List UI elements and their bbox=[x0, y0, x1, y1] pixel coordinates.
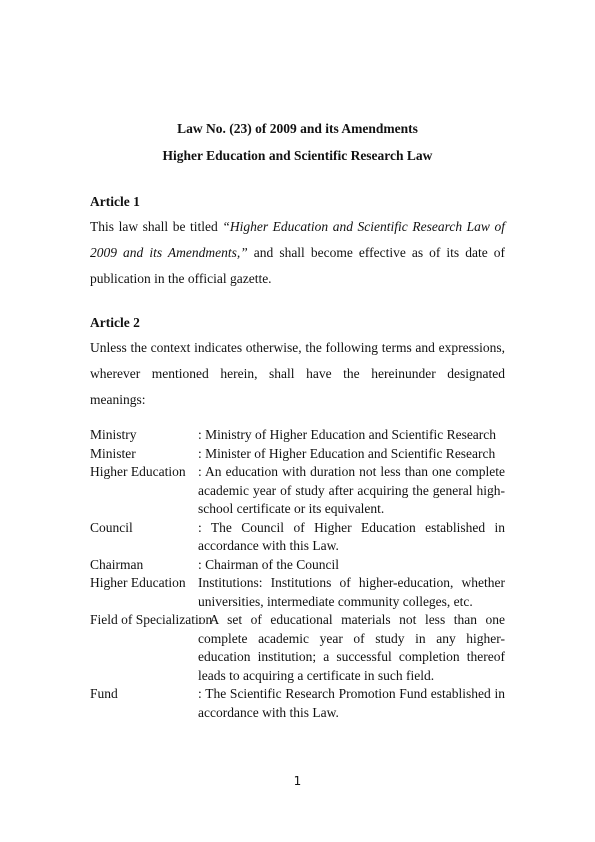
definition-term: Higher Education bbox=[90, 575, 186, 590]
definition-term: Fund bbox=[90, 686, 118, 701]
definition-text: : An education with duration not less than one complete academic year of study after acquiring the general high-school certificate or its equivalent. bbox=[198, 464, 505, 516]
article-1-text bbox=[90, 214, 505, 292]
definition-row bbox=[90, 519, 505, 556]
definition-row bbox=[90, 445, 505, 464]
definitions-list bbox=[90, 426, 505, 722]
definition-text: : The Scientific Research Promotion Fund established in accordance with this Law. bbox=[198, 686, 505, 720]
definition-term: Minister bbox=[90, 445, 136, 461]
definition-term: Higher Education bbox=[90, 464, 186, 479]
definition-text: Institutions: Institutions of higher-education, whether universities, intermediate community colleges, etc. bbox=[198, 575, 505, 609]
definition-term: Council bbox=[90, 519, 133, 535]
definition-text: : Chairman of the Council bbox=[198, 556, 339, 572]
page-number: 1 bbox=[293, 774, 302, 788]
article-1-heading: Article 1 bbox=[90, 194, 140, 209]
definition-text: : A set of educational materials not less than one complete academic year of study in any higher-education institution; a successful completion thereof leads to acquiring a certificate in such field. bbox=[198, 612, 505, 683]
article-2-heading: Article 2 bbox=[90, 315, 140, 330]
definition-text: : Minister of Higher Education and Scientific Research bbox=[198, 445, 496, 461]
article-2-text: Unless the context indicates otherwise, the following terms and expressions, wherever mentioned herein, shall have the hereinunder designated meanings: bbox=[90, 340, 505, 407]
law-subtitle: Higher Education and Scientific Research Law bbox=[162, 148, 433, 163]
law-title: Law No. (23) of 2009 and its Amendments bbox=[177, 121, 418, 136]
article-1-text-after: and shall become effective as of its date of publication in the official gazette. bbox=[90, 245, 505, 286]
definition-text: : Ministry of Higher Education and Scientific Research bbox=[198, 427, 497, 442]
definition-row bbox=[90, 463, 505, 519]
article-1-text-before: This law shall be titled bbox=[90, 219, 223, 234]
definition-row bbox=[90, 685, 505, 722]
definition-row bbox=[90, 556, 505, 575]
definition-term: Field of Specialization bbox=[90, 612, 213, 627]
definition-text: : The Council of Higher Education established in accordance with this Law. bbox=[198, 519, 505, 553]
article-1-text-italic: “Higher Education and Scientific Research Law of 2009 and its Amendments,” bbox=[90, 219, 505, 260]
definition-row bbox=[90, 574, 505, 611]
definition-term: Chairman bbox=[90, 556, 144, 572]
definition-row bbox=[90, 426, 505, 445]
definition-row bbox=[90, 611, 505, 685]
definition-term: Ministry bbox=[90, 427, 137, 442]
